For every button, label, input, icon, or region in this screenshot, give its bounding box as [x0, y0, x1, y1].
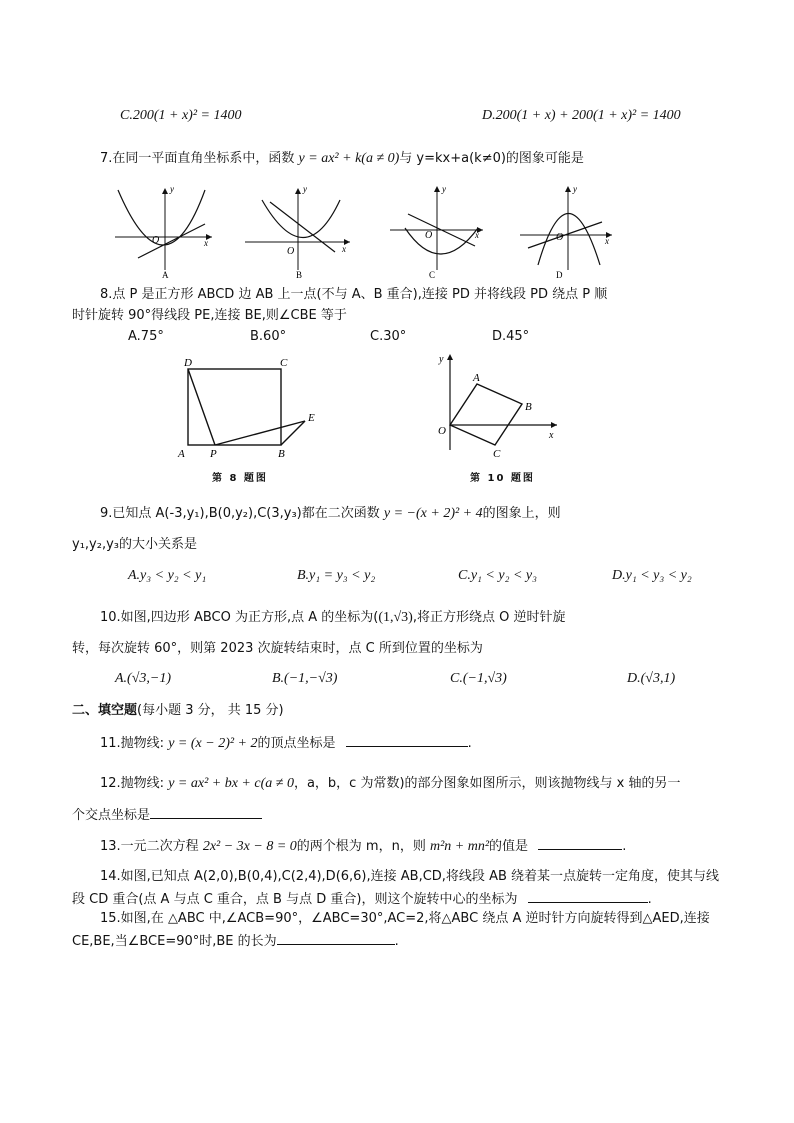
- q7a-axis-x: x: [204, 238, 208, 248]
- q10-option-d: D.(√3,1): [627, 671, 676, 686]
- q6-option-d: D.200(1 + x) + 200(1 + x)² = 1400: [482, 108, 681, 123]
- q7d-origin: O: [556, 232, 564, 243]
- q9-option-d: D.y₁ < y₃ < y₂: [612, 568, 692, 583]
- q12-line2: 个交点坐标是: [72, 806, 262, 824]
- section-2-title: 二、填空题: [72, 703, 138, 718]
- q8-caption: 第 8 题图: [212, 473, 268, 484]
- section-2-note: (每小题 3 分， 共 15 分): [137, 703, 284, 718]
- q7d-axis-x: x: [605, 236, 609, 246]
- q10-option-b: B.(−1,−√3): [272, 671, 338, 686]
- q13-formula: 2x² − 3x − 8 = 0: [202, 839, 297, 854]
- q8-option-a: A.75°: [128, 329, 164, 344]
- q7b-origin: O: [287, 246, 295, 257]
- q6-option-c: C.200(1 + x)² = 1400: [120, 108, 242, 123]
- q11-formula: y = (x − 2)² + 2: [168, 736, 258, 751]
- q7-graph-b: [245, 184, 350, 280]
- q10-question: 10.如图,四边形 ABCO 为正方形,点 A 的坐标为((1,√3),将正方形绕点 O 逆时针旋: [100, 610, 566, 625]
- q10-point-c: C: [493, 448, 501, 460]
- q10-caption: 第 10 题图: [470, 473, 535, 484]
- q10-option-a: A.(√3,−1): [115, 671, 172, 686]
- q15-answer-blank[interactable]: [277, 932, 395, 945]
- q12-answer-blank[interactable]: [150, 806, 262, 819]
- q8-point-p: P: [210, 448, 217, 460]
- q8-option-c: C.30°: [370, 329, 407, 344]
- q7-graph-a: [115, 184, 212, 280]
- q9-formula: y = −(x + 2)² + 4: [383, 506, 483, 521]
- q7-label-d: D: [556, 270, 563, 280]
- q15-line1: 15.如图,在 △ABC 中,∠ACB=90°，∠ABC=30°,AC=2,将△ABC 绕点 A 逆时针方向旋转得到△AED,连接: [100, 911, 710, 926]
- q9-option-b: B.y₁ = y₃ < y₂: [297, 568, 376, 583]
- q9-line2: y₁,y₂,y₃的大小关系是: [72, 537, 197, 552]
- q7c-axis-x: x: [475, 230, 479, 240]
- q8-point-b: B: [278, 448, 285, 460]
- q11-question: 11.抛物线: y = (x − 2)² + 2的顶点坐标是 .: [100, 736, 472, 751]
- q8-line1: 8.点 P 是正方形 ABCD 边 AB 上一点(不与 A、B 重合),连接 PD 并将线段 PD 绕点 P 顺: [100, 287, 608, 302]
- q10-coord: (1,√3): [378, 610, 413, 625]
- q8-point-e: E: [308, 412, 315, 424]
- q10-point-b: B: [525, 401, 532, 413]
- q7a-origin: O: [152, 235, 160, 246]
- q8-option-d: D.45°: [492, 329, 530, 344]
- q7a-axis-y: y: [170, 184, 174, 194]
- q10-figure: [425, 350, 565, 460]
- q7c-origin: O: [425, 230, 433, 241]
- q7-label-c: C: [429, 270, 436, 280]
- q14-line1: 14.如图,已知点 A(2,0),B(0,4),C(2,4),D(6,6),连接 AB,CD,将线段 AB 绕着某一点旋转一定角度，使其与线: [100, 869, 720, 884]
- q7-formula: y = ax² + k(a ≠ 0): [298, 151, 400, 166]
- q13-question: 13.一元二次方程 2x² − 3x − 8 = 0的两个根为 m，n，则 m²n + mn²的值是 .: [100, 839, 627, 854]
- q10-axis-x: x: [549, 430, 554, 441]
- q15-line2: CE,BE,当∠BCE=90°时,BE 的长为 .: [72, 934, 399, 949]
- q13-formula2: m²n + mn²: [429, 839, 490, 854]
- q10-line2: 转，每次旋转 60°，则第 2023 次旋转结束时，点 C 所到位置的坐标为: [72, 641, 483, 656]
- q7-graph-d: [520, 184, 612, 280]
- q7d-axis-y: y: [573, 184, 577, 194]
- q7b-axis-y: y: [303, 184, 307, 194]
- q10-axis-y: y: [439, 354, 444, 365]
- q10-option-c: C.(−1,√3): [450, 671, 507, 686]
- q8-figure: [170, 353, 330, 463]
- q14-answer-blank[interactable]: [528, 890, 648, 903]
- q8-option-b: B.60°: [250, 329, 287, 344]
- q9-question: 9.已知点 A(-3,y₁),B(0,y₂),C(3,y₃)都在二次函数 y = −(x + 2)² + 4的图象上，则: [100, 506, 561, 521]
- q9-option-a: A.y₃ < y₂ < y₁: [128, 568, 207, 583]
- q13-answer-blank[interactable]: [538, 837, 622, 850]
- q7-graph-c: [390, 184, 483, 280]
- q12-question: 12.抛物线: y = ax² + bx + c(a ≠ 0，a，b，c 为常数)的部分图象如图所示，则该抛物线与 x 轴的另一: [100, 776, 681, 791]
- q14-line2: 段 CD 重合(点 A 与点 C 重合，点 B 与点 D 重合)，则这个旋转中心的坐标为 .: [72, 892, 652, 907]
- q10-point-a: A: [473, 372, 480, 384]
- q7-question: 7.在同一平面直角坐标系中，函数 y = ax² + k(a ≠ 0)与 y=kx+a(k≠0)的图象可能是: [100, 151, 584, 166]
- q12-formula: y = ax² + bx + c(a ≠ 0: [168, 776, 294, 791]
- q11-answer-blank[interactable]: [346, 734, 468, 747]
- q9-option-c: C.y₁ < y₂ < y₃: [458, 568, 537, 583]
- q8-point-a: A: [178, 448, 185, 460]
- q8-point-c: C: [280, 357, 288, 369]
- q7-graphs: [0, 180, 794, 280]
- q10-point-o: O: [438, 425, 446, 437]
- q7-label-a: A: [162, 270, 169, 280]
- q8-point-d: D: [184, 357, 192, 369]
- q8-line2: 时针旋转 90°得线段 PE,连接 BE,则∠CBE 等于: [72, 308, 347, 323]
- q7c-axis-y: y: [442, 184, 446, 194]
- q7b-axis-x: x: [342, 244, 346, 254]
- q7-label-b: B: [296, 270, 303, 280]
- section-2-header: [72, 703, 284, 719]
